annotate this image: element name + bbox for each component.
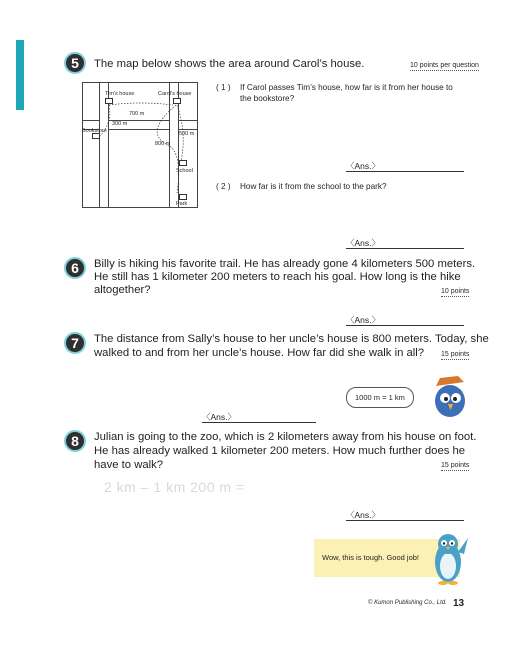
map-label-bookstore: Bookstore xyxy=(82,128,107,134)
question-6-text-line2: He still has 1 kilometer 200 meters to reach his goal. How long is the hike xyxy=(94,271,461,283)
area-map xyxy=(82,82,198,208)
question-5-2-number: ( 2 ) xyxy=(216,182,231,191)
question-8-text-line3: have to walk? xyxy=(94,459,164,471)
penguin-mascot-icon xyxy=(426,530,470,586)
question-5-points: 10 points per question xyxy=(410,62,479,69)
page-number: 13 xyxy=(453,598,465,609)
question-7-text-line1: The distance from Sally’s house to her uncle’s house is 800 meters. Today, she xyxy=(94,333,489,345)
answer-7[interactable]: 〈Ans.〉 xyxy=(202,411,316,423)
question-6-text-line3: altogether? xyxy=(94,284,151,296)
map-label-carols-house: Carol's house xyxy=(158,91,192,97)
question-5-2-text: How far is it from the school to the park? xyxy=(240,182,387,191)
hint-bubble: 1000 m = 1 km xyxy=(346,387,414,408)
copyright-footer: © Kumon Publishing Co., Ltd. xyxy=(368,600,447,606)
map-route-lines xyxy=(83,83,199,209)
question-5-1-text-line2: the bookstore? xyxy=(240,94,295,103)
question-8-points: 15 points xyxy=(441,462,470,469)
question-8-text-line2: He has already walked 1 kilometer 200 meters. How much further does he xyxy=(94,445,466,457)
map-label-700m: 700 m xyxy=(129,111,145,117)
question-5-text: The map below shows the area around Carol’s house. xyxy=(94,58,365,70)
worked-expression: 2 km – 1 km 200 m = xyxy=(104,479,245,495)
map-label-800m: 800 m xyxy=(155,141,171,147)
answer-5-2[interactable]: 〈Ans.〉 xyxy=(346,237,464,249)
question-7-number: 7 xyxy=(64,332,86,354)
encouragement-text: Wow, this is tough. Good job! xyxy=(322,553,419,562)
map-label-500m: 500 m xyxy=(179,131,195,137)
question-8-number: 8 xyxy=(64,430,86,452)
map-label-300m: 300 m xyxy=(112,121,128,127)
question-5-number: 5 xyxy=(64,52,86,74)
answer-6[interactable]: 〈Ans.〉 xyxy=(346,314,464,326)
question-7-points: 15 points xyxy=(441,351,470,358)
bird-mascot-icon xyxy=(428,374,472,420)
question-5-1-text-line1: If Carol passes Tim’s house, how far is it from her house to xyxy=(240,83,453,92)
map-label-school: School xyxy=(176,168,193,174)
question-6-number: 6 xyxy=(64,257,86,279)
question-6-points: 10 points xyxy=(441,288,470,295)
question-6-text-line1: Billy is hiking his favorite trail. He has already gone 4 kilometers 500 meters. xyxy=(94,258,476,270)
answer-8[interactable]: 〈Ans.〉 xyxy=(346,509,464,521)
map-label-park: Park xyxy=(176,201,188,207)
question-5-1-number: ( 1 ) xyxy=(216,83,231,92)
section-tab xyxy=(16,40,24,110)
answer-5-1[interactable]: 〈Ans.〉 xyxy=(346,160,464,172)
question-8-text-line1: Julian is going to the zoo, which is 2 kilometers away from his house on foot. xyxy=(94,431,477,443)
question-7-text-line2: walked to and from her uncle’s house. How far did she walk in all? xyxy=(94,347,425,359)
map-label-tims-house: Tim's house xyxy=(105,91,135,97)
